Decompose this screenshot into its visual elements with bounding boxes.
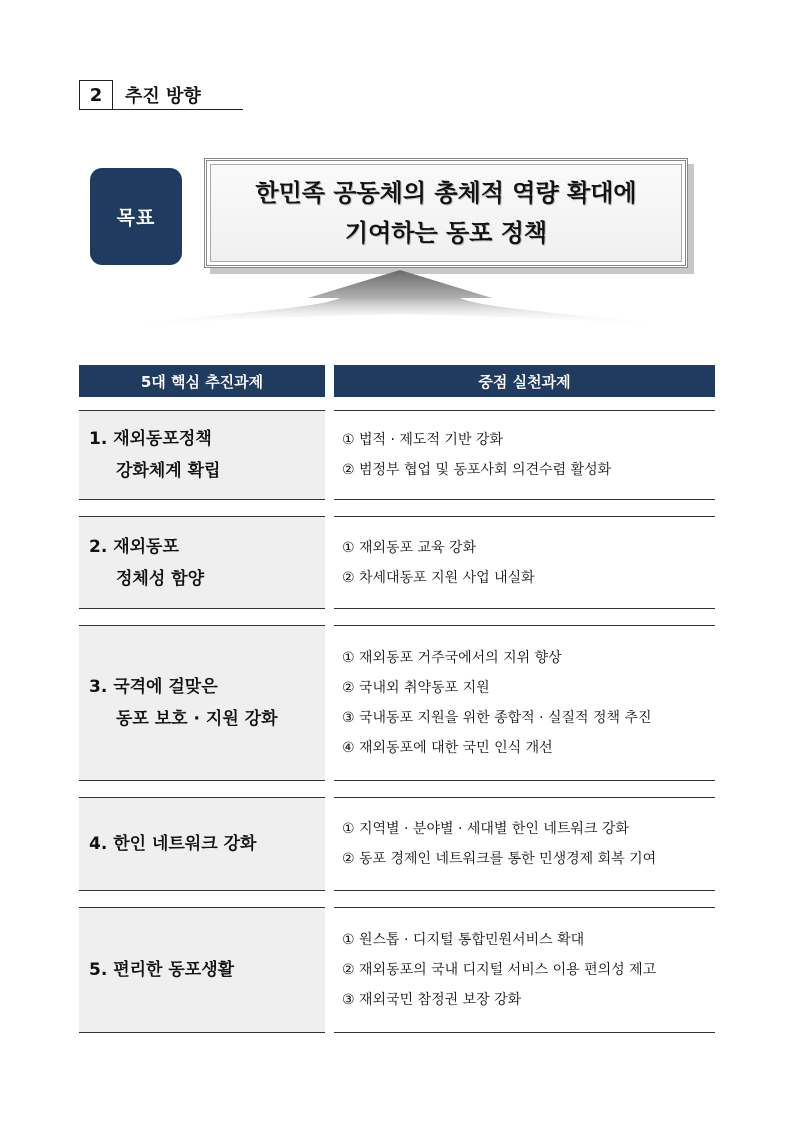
core-task-5: [79, 907, 325, 1033]
action-list-5: [334, 907, 715, 1033]
core-task-4: [79, 797, 325, 891]
list-item: ③ 재외국민 참정권 보장 강화: [342, 992, 522, 1008]
header-action-tasks: 중점 실천과제: [334, 365, 715, 397]
table-row: [79, 797, 715, 891]
goal-line-1: 한민족 공동체의 총체적 역량 확대에: [255, 179, 637, 207]
core-task-3-line1: 3. 국격에 걸맞은: [89, 677, 218, 697]
list-item: ① 재외동포 거주국에서의 지위 향상: [342, 650, 562, 666]
core-task-2-line1: 2. 재외동포: [89, 536, 179, 557]
list-item: ② 차세대동포 지원 사업 내실화: [342, 569, 535, 586]
header-core-tasks: 5대 핵심 추진과제: [79, 365, 325, 397]
list-item: ① 원스톱 · 디지털 통합민원서비스 확대: [342, 932, 585, 948]
core-task-3-line2: 동포 보호 · 지원 강화: [116, 709, 278, 729]
task-table: [79, 365, 715, 1033]
core-task-1-line2: 강화체계 확립: [116, 461, 221, 481]
list-item: ② 국내외 취약동포 지원: [342, 680, 490, 696]
list-item: ④ 재외동포에 대한 국민 인식 개선: [342, 740, 553, 756]
list-item: ② 범정부 협업 및 동포사회 의견수렴 활성화: [342, 462, 612, 478]
core-task-1: [79, 410, 325, 500]
section-heading: [79, 80, 243, 110]
up-arrow-icon: [118, 270, 678, 332]
core-task-5-line1: 5. 편리한 동포생활: [89, 960, 235, 980]
core-task-4-line1: 4. 한인 네트워크 강화: [89, 834, 257, 854]
section-title: 추진 방향: [113, 80, 243, 110]
list-item: ② 동포 경제인 네트워크를 통한 민생경제 회복 기여: [342, 851, 657, 867]
goal-badge: 목표: [90, 168, 182, 265]
core-task-1-line1: 1. 재외동포정책: [89, 429, 212, 449]
core-task-2: [79, 516, 325, 609]
action-list-4: [334, 797, 715, 891]
core-task-2-line2: 정체성 함양: [116, 568, 205, 589]
list-item: ③ 국내동포 지원을 위한 종합적 · 실질적 정책 추진: [342, 710, 652, 726]
action-list-3: [334, 625, 715, 781]
table-row: [79, 907, 715, 1033]
goal-box-inner: [210, 164, 682, 262]
table-row: [79, 410, 715, 500]
list-item: ① 법적 · 제도적 기반 강화: [342, 432, 503, 448]
section-number: 2: [79, 80, 113, 110]
table-row: [79, 625, 715, 781]
list-item: ① 재외동포 교육 강화: [342, 539, 477, 556]
table-row: [79, 516, 715, 609]
core-task-3: [79, 625, 325, 781]
action-list-1: [334, 410, 715, 500]
goal-box: [204, 158, 688, 268]
list-item: ① 지역별 · 분야별 · 세대별 한인 네트워크 강화: [342, 821, 629, 837]
goal-line-2: 기여하는 동포 정책: [344, 219, 548, 247]
table-header: [79, 365, 715, 397]
list-item: ② 재외동포의 국내 디지털 서비스 이용 편의성 제고: [342, 962, 657, 978]
action-list-2: [334, 516, 715, 609]
